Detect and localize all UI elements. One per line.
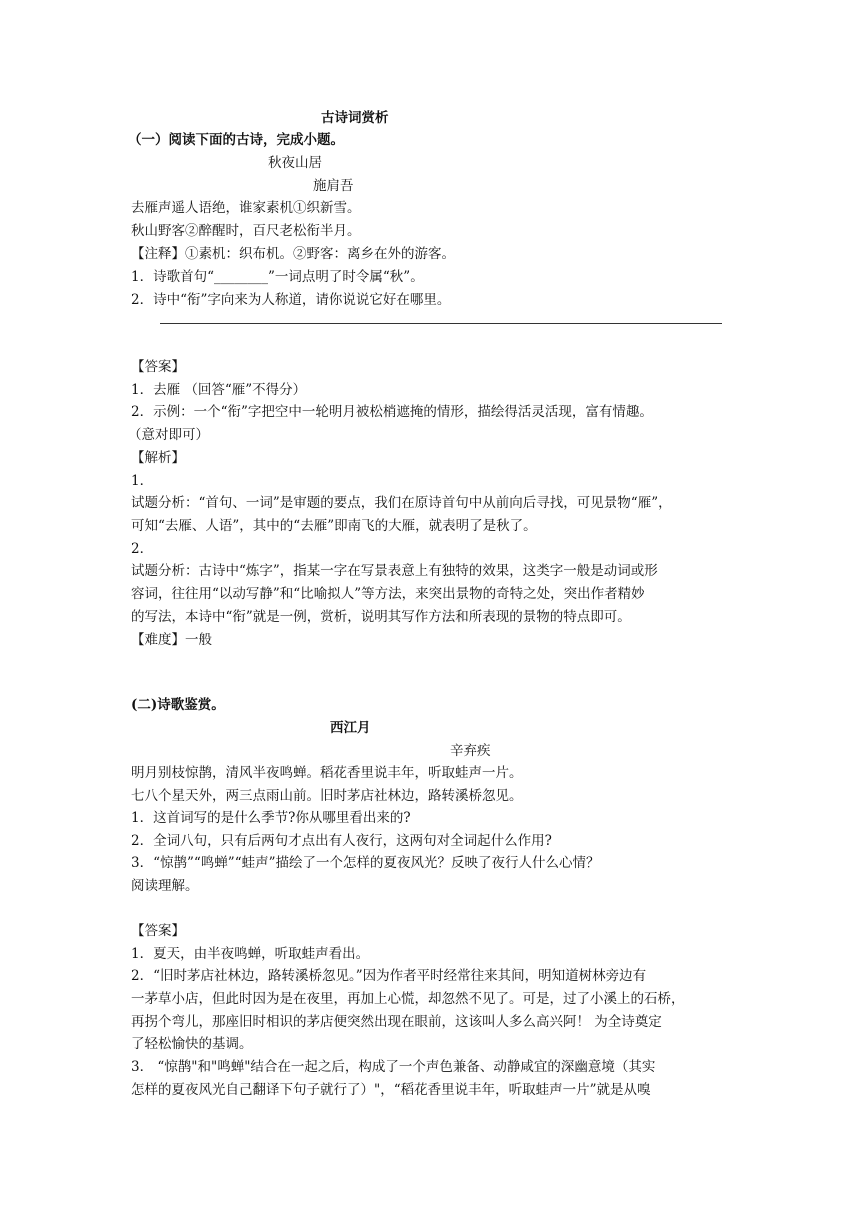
document-title: 古诗词赏析: [321, 110, 389, 126]
section1-question: 2．诗中“衔”字向来为人称道，请你说说它好在哪里。: [131, 292, 451, 308]
section1-poem-line: 去雁声遥人语绝，谁家素机①织新雪。: [131, 200, 361, 216]
section1-question: 1．诗歌首句“________”一词点明了时令属“秋”。: [131, 269, 424, 285]
section2-question: 1．这首词写的是什么季节?你从哪里看出来的?: [131, 810, 411, 826]
section1-answer: 2．示例：一个“衔”字把空中一轮明月被松梢遮掩的情形，描绘得活灵活现，富有情趣。: [131, 404, 653, 420]
section1-analysis: 的写法，本诗中“衔”就是一例，赏析，说明其写作方法和所表现的景物的特点即可。: [131, 609, 631, 625]
section2-answer: 一茅草小店，但此时因为是在夜里，再加上心慌，却忽然不见了。可是，过了小溪上的石桥，: [131, 991, 685, 1007]
section1-note: 【注释】①素机：织布机。②野客：离乡在外的游客。: [131, 246, 455, 262]
section1-analysis: 试题分析：古诗中“炼字”，指某一字在写景表意上有独特的效果，这类字一般是动词或形: [131, 563, 658, 579]
section1-analysis-num: 2．: [131, 541, 154, 557]
section1-heading: （一）阅读下面的古诗，完成小题。: [128, 132, 344, 148]
section2-answer: 3． “惊鹊"和"鸣蝉"结合在一起之后，构成了一个声色兼备、动静咸宜的深幽意境（其实: [131, 1059, 656, 1075]
section1-answer: 1．去雁 （回答“雁”不得分）: [131, 382, 307, 398]
section2-answer: 1．夏天，由半夜鸣蝉，听取蛙声看出。: [131, 946, 370, 962]
section2-question: 3．“惊鹊”“鸣蝉”“蛙声”描绘了一个怎样的夏夜风光？反映了夜行人什么心情？: [131, 855, 600, 871]
section2-answer: 了轻松愉快的基调。: [131, 1036, 253, 1052]
section2-poem-title: 西江月: [330, 720, 371, 736]
section2-poem-author: 辛弃疾: [450, 743, 491, 759]
section2-answer: 再拐个弯儿，那座旧时相识的茅店便突然出现在眼前，这该叫人多么高兴阿！ 为全诗奠定: [131, 1014, 662, 1030]
section2-poem-line: 明月别枝惊鹊，清风半夜鸣蝉。稻花香里说丰年，听取蛙声一片。: [131, 765, 523, 781]
section2-question: 2．全词八句，只有后两句才点出有人夜行，这两句对全词起什么作用?: [131, 833, 552, 849]
answer-line: [160, 323, 722, 324]
section1-poem-line: 秋山野客②醉醒时，百尺老松衔半月。: [131, 223, 361, 239]
section2-reading: 阅读理解。: [131, 878, 199, 894]
section1-difficulty: 【难度】一般: [131, 632, 212, 648]
section2-heading: (二)诗歌鉴赏。: [131, 697, 225, 713]
section1-answer-label: 【答案】: [131, 359, 185, 375]
section1-analysis: 容词，往往用“以动写静”和“比喻拟人”等方法，来突出景物的奇特之处，突出作者精妙: [131, 586, 645, 602]
section1-analysis: 试题分析：“首句、一词”是审题的要点，我们在原诗首句中从前向后寻找，可见景物“雁”，: [131, 495, 672, 511]
section1-poem-title: 秋夜山居: [268, 155, 322, 171]
section2-answer: 怎样的夏夜风光自己翻译下句子就行了）"，“稻花香里说丰年，听取蛙声一片”就是从嗅: [131, 1082, 651, 1098]
section1-answer: （意对即可）: [128, 427, 209, 443]
section1-poem-author: 施肩吾: [313, 178, 354, 194]
section1-analysis: 可知“去雁、人语”，其中的“去雁”即南飞的大雁，就表明了是秋了。: [131, 518, 537, 534]
section2-answer: 2．“旧时茅店社林边，路转溪桥忽见。”因为作者平时经常往来其间，明知道树林旁边有: [131, 968, 647, 984]
section2-answer-label: 【答案】: [131, 923, 185, 939]
section1-analysis-label: 【解析】: [131, 450, 185, 466]
section2-poem-line: 七八个星天外，两三点雨山前。旧时茅店社林边，路转溪桥忽见。: [131, 788, 523, 804]
section1-analysis-num: 1．: [131, 473, 154, 489]
